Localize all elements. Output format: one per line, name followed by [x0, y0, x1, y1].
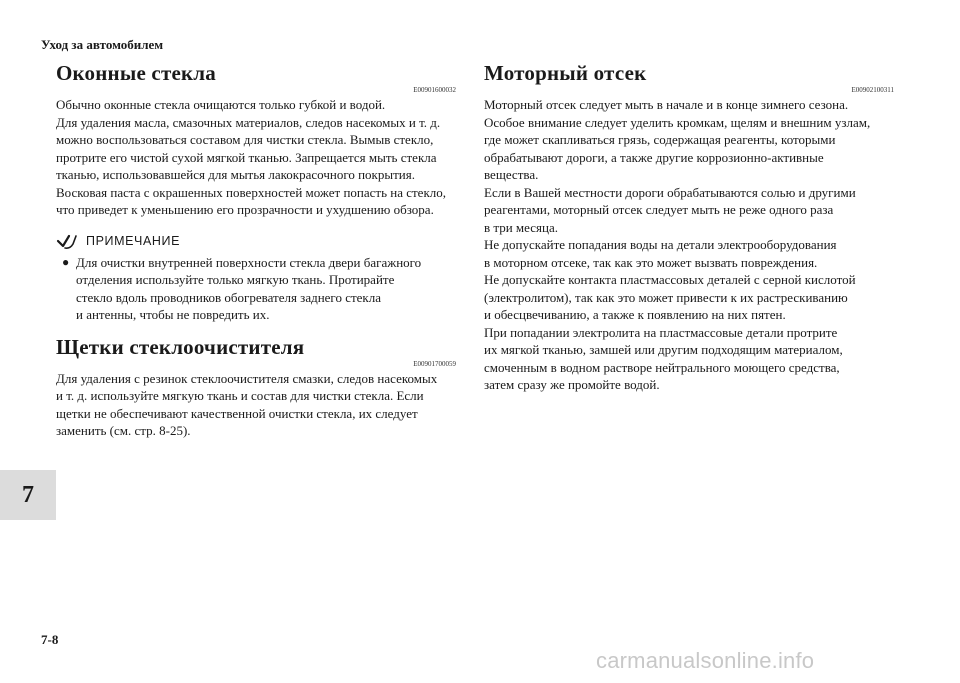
section-wipers — [56, 334, 456, 440]
section-code-wipers: E00901700059 — [413, 359, 456, 368]
section-title-windows: Оконные стекла — [56, 61, 216, 85]
section-code-engine: E00902100311 — [851, 86, 894, 94]
checkmark-note-icon — [56, 232, 78, 250]
left-column — [56, 60, 456, 440]
note-item — [56, 254, 456, 324]
bullet-icon: ● — [62, 254, 70, 269]
section-text-engine: Моторный отсек следует мыть в начале и в конце зимнего сезона. Особое внимание следует уделить кромкам, щелям и внешним узлам, где может скапливаться грязь, содержащая реагенты, которыми обрабатывают дороги, а также другие коррозионно-активные вещества. Если в Вашей местности дороги обрабатываются солью и другими реагентами, моторный отсек следует мыть не реже одного раза в три месяца. Не допускайте попадания воды на детали электрооборудования в моторном отсеке, так как это может вызвать повреждения. Не допускайте контакта пластмассовых деталей с серной кислотой (электролитом), так как это может привести к их растрескиванию и обесцвечиванию, а также к появлению на них пятен. При попадании электролита на пластмассовые детали протрите их мягкой тканью, замшей или другим подходящим материалом, смоченным в водном растворе нейтрального моющего средства, затем сразу же промойте водой. — [484, 97, 871, 392]
note-text: Для очистки внутренней поверхности стекла двери багажного отделения используйте только мягкую ткань. Протирайте стекло вдоль проводников обогревателя заднего стекла и антенны, чтобы не повредить их. — [76, 254, 422, 322]
note-header — [56, 231, 456, 251]
chapter-tab: 7 — [0, 470, 56, 520]
running-header: Уход за автомобилем — [41, 37, 164, 52]
section-code-windows: E00901600032 — [413, 86, 456, 94]
right-column — [484, 60, 894, 394]
page-number: 7-8 — [41, 632, 59, 647]
section-title-engine: Моторный отсек — [484, 61, 647, 85]
note-block — [56, 231, 456, 324]
note-label: ПРИМЕЧАНИЕ — [86, 233, 181, 248]
section-text-wipers: Для удаления с резинок стеклоочистителя смазки, следов насекомых и т. д. используйте мягкую ткань и состав для чистки стекла. Если щетки не обеспечивают качественной очистки стекла, их следует заменить (см. стр. 8-25). — [56, 370, 438, 438]
watermark: carmanualsonline.info — [596, 648, 815, 673]
section-text-windows: Обычно оконные стекла очищаются только губкой и водой. Для удаления масла, смазочных материалов, следов насекомых и т. д. можно воспользоваться составом для чистки стекла. Вымыв стекло, протрите его чистой сухой мягкой тканью. Запрещается мыть стекла тканью, использовавшейся для мытья лакокрасочного покрытия. Восковая паста с окрашенных поверхностей может попасть на стекло, что приведет к уменьшению его прозрачности и ухудшению обзора. — [56, 97, 447, 217]
section-title-wipers: Щетки стеклоочистителя — [56, 334, 305, 359]
